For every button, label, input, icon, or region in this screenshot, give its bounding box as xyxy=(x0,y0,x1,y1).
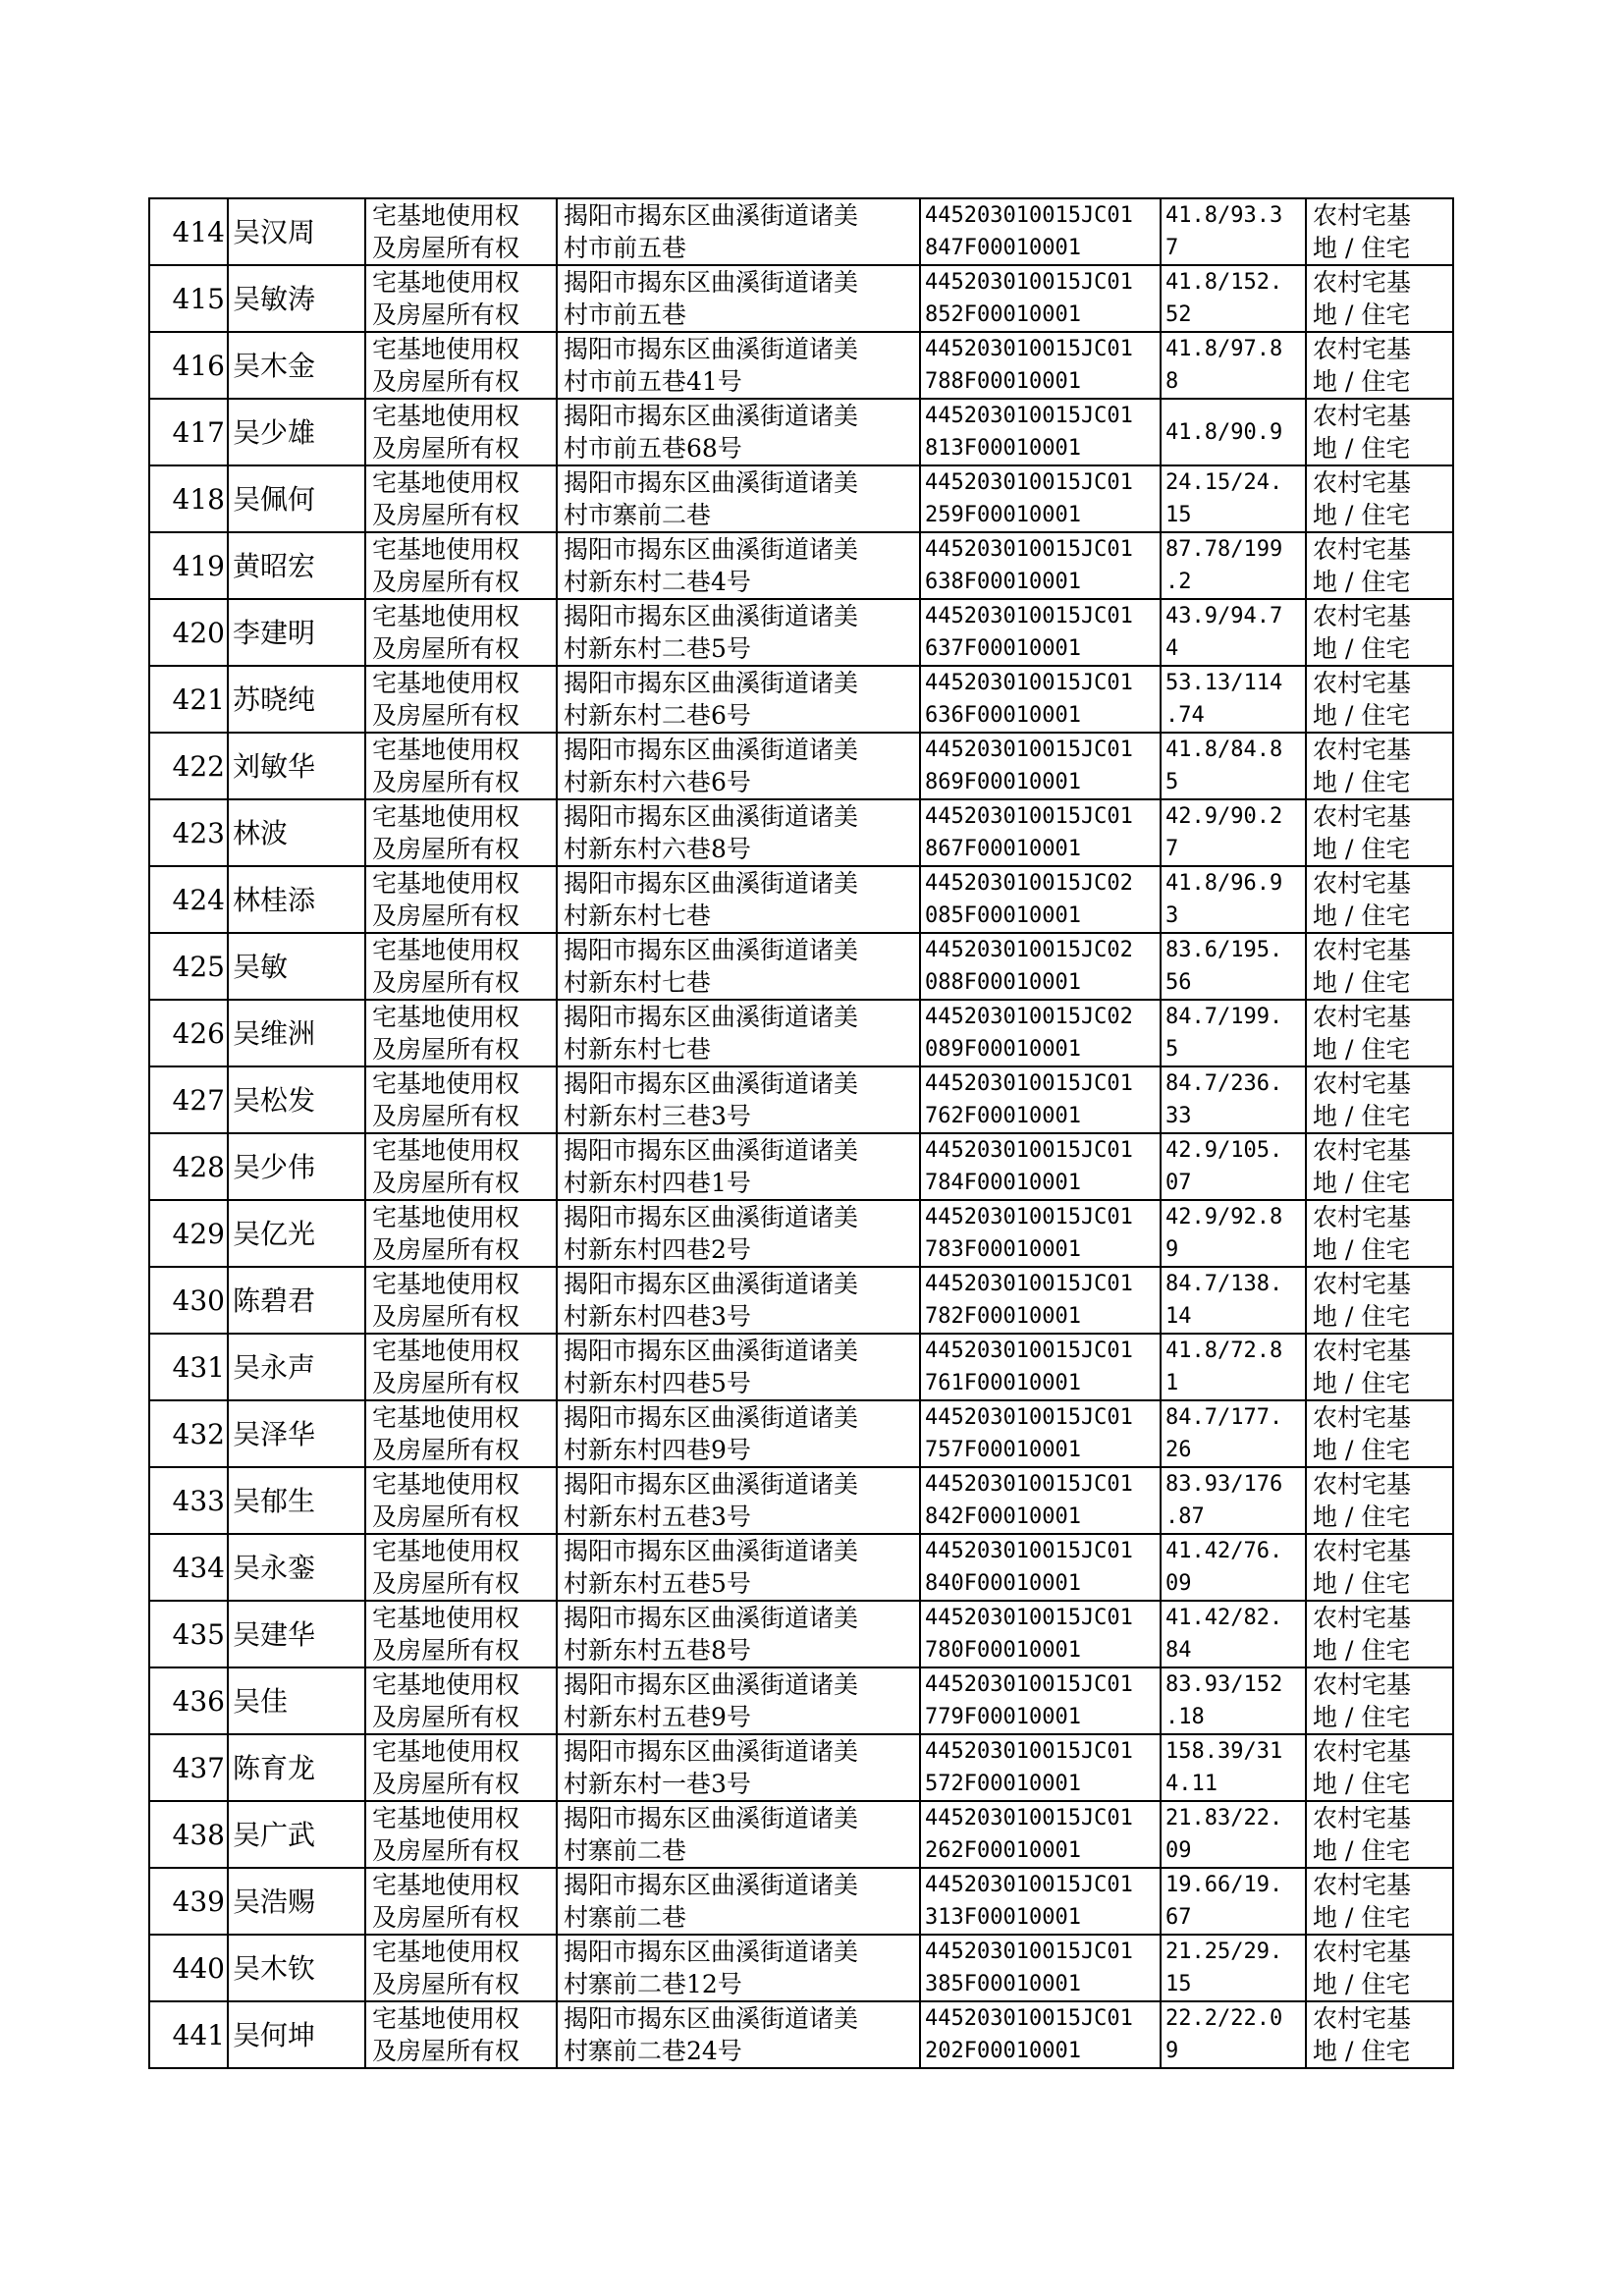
record-number-cell: 436 xyxy=(149,1667,228,1734)
unit-code-cell: 445203010015JC01 762F00010001 xyxy=(920,1066,1161,1133)
table-row xyxy=(149,599,1453,666)
address-cell: 揭阳市揭东区曲溪街道诸美 村市前五巷41号 xyxy=(557,332,920,399)
address-cell: 揭阳市揭东区曲溪街道诸美 村新东村五巷3号 xyxy=(557,1467,920,1534)
record-number-cell: 428 xyxy=(149,1133,228,1200)
owner-name-cell: 吴佳 xyxy=(228,1667,365,1734)
address-cell: 揭阳市揭东区曲溪街道诸美 村新东村五巷5号 xyxy=(557,1534,920,1601)
record-number-cell: 424 xyxy=(149,866,228,933)
address-cell: 揭阳市揭东区曲溪街道诸美 村新东村二巷6号 xyxy=(557,666,920,733)
area-cell: 84.7/199. 5 xyxy=(1161,1000,1306,1066)
unit-code-cell: 445203010015JC01 779F00010001 xyxy=(920,1667,1161,1734)
land-use-cell: 农村宅基 地 / 住宅 xyxy=(1306,1400,1453,1467)
address-cell: 揭阳市揭东区曲溪街道诸美 村寨前二巷24号 xyxy=(557,2001,920,2068)
table-row xyxy=(149,666,1453,733)
right-type-cell: 宅基地使用权 及房屋所有权 xyxy=(365,1534,557,1601)
record-number-cell: 440 xyxy=(149,1935,228,2001)
area-cell: 19.66/19. 67 xyxy=(1161,1868,1306,1935)
table-row xyxy=(149,399,1453,465)
address-cell: 揭阳市揭东区曲溪街道诸美 村新东村七巷 xyxy=(557,1000,920,1066)
land-use-cell: 农村宅基 地 / 住宅 xyxy=(1306,599,1453,666)
land-use-cell: 农村宅基 地 / 住宅 xyxy=(1306,1935,1453,2001)
land-use-cell: 农村宅基 地 / 住宅 xyxy=(1306,733,1453,799)
land-use-cell: 农村宅基 地 / 住宅 xyxy=(1306,799,1453,866)
area-cell: 21.25/29. 15 xyxy=(1161,1935,1306,2001)
land-use-cell: 农村宅基 地 / 住宅 xyxy=(1306,1801,1453,1868)
owner-name-cell: 吴广武 xyxy=(228,1801,365,1868)
owner-name-cell: 吴浩赐 xyxy=(228,1868,365,1935)
area-cell: 53.13/114 .74 xyxy=(1161,666,1306,733)
area-cell: 24.15/24. 15 xyxy=(1161,465,1306,532)
right-type-cell: 宅基地使用权 及房屋所有权 xyxy=(365,1267,557,1334)
area-cell: 42.9/105. 07 xyxy=(1161,1133,1306,1200)
owner-name-cell: 吴松发 xyxy=(228,1066,365,1133)
record-number-cell: 438 xyxy=(149,1801,228,1868)
table-row xyxy=(149,1534,1453,1601)
table-row xyxy=(149,1801,1453,1868)
land-use-cell: 农村宅基 地 / 住宅 xyxy=(1306,198,1453,265)
record-number-cell: 423 xyxy=(149,799,228,866)
right-type-cell: 宅基地使用权 及房屋所有权 xyxy=(365,2001,557,2068)
table-row xyxy=(149,1200,1453,1267)
record-number-cell: 432 xyxy=(149,1400,228,1467)
land-use-cell: 农村宅基 地 / 住宅 xyxy=(1306,666,1453,733)
area-cell: 83.6/195. 56 xyxy=(1161,933,1306,1000)
owner-name-cell: 刘敏华 xyxy=(228,733,365,799)
land-use-cell: 农村宅基 地 / 住宅 xyxy=(1306,1868,1453,1935)
address-cell: 揭阳市揭东区曲溪街道诸美 村市前五巷 xyxy=(557,265,920,332)
area-cell: 42.9/92.8 9 xyxy=(1161,1200,1306,1267)
table-row xyxy=(149,1000,1453,1066)
table-row xyxy=(149,1467,1453,1534)
area-cell: 43.9/94.7 4 xyxy=(1161,599,1306,666)
unit-code-cell: 445203010015JC01 840F00010001 xyxy=(920,1534,1161,1601)
owner-name-cell: 李建明 xyxy=(228,599,365,666)
table-row xyxy=(149,799,1453,866)
unit-code-cell: 445203010015JC01 637F00010001 xyxy=(920,599,1161,666)
area-cell: 83.93/152 .18 xyxy=(1161,1667,1306,1734)
address-cell: 揭阳市揭东区曲溪街道诸美 村新东村二巷5号 xyxy=(557,599,920,666)
table-row xyxy=(149,1133,1453,1200)
owner-name-cell: 吴建华 xyxy=(228,1601,365,1667)
land-use-cell: 农村宅基 地 / 住宅 xyxy=(1306,1467,1453,1534)
owner-name-cell: 吴永声 xyxy=(228,1334,365,1400)
record-number-cell: 422 xyxy=(149,733,228,799)
address-cell: 揭阳市揭东区曲溪街道诸美 村新东村四巷5号 xyxy=(557,1334,920,1400)
land-use-cell: 农村宅基 地 / 住宅 xyxy=(1306,465,1453,532)
table-row xyxy=(149,1066,1453,1133)
record-number-cell: 421 xyxy=(149,666,228,733)
owner-name-cell: 苏晓纯 xyxy=(228,666,365,733)
area-cell: 87.78/199 .2 xyxy=(1161,532,1306,599)
right-type-cell: 宅基地使用权 及房屋所有权 xyxy=(365,1200,557,1267)
right-type-cell: 宅基地使用权 及房屋所有权 xyxy=(365,1400,557,1467)
owner-name-cell: 吴汉周 xyxy=(228,198,365,265)
land-use-cell: 农村宅基 地 / 住宅 xyxy=(1306,532,1453,599)
right-type-cell: 宅基地使用权 及房屋所有权 xyxy=(365,733,557,799)
address-cell: 揭阳市揭东区曲溪街道诸美 村市前五巷 xyxy=(557,198,920,265)
address-cell: 揭阳市揭东区曲溪街道诸美 村新东村四巷2号 xyxy=(557,1200,920,1267)
area-cell: 41.42/82. 84 xyxy=(1161,1601,1306,1667)
address-cell: 揭阳市揭东区曲溪街道诸美 村新东村六巷8号 xyxy=(557,799,920,866)
owner-name-cell: 吴佩何 xyxy=(228,465,365,532)
address-cell: 揭阳市揭东区曲溪街道诸美 村新东村四巷3号 xyxy=(557,1267,920,1334)
owner-name-cell: 黄昭宏 xyxy=(228,532,365,599)
unit-code-cell: 445203010015JC01 761F00010001 xyxy=(920,1334,1161,1400)
record-number-cell: 419 xyxy=(149,532,228,599)
area-cell: 41.8/72.8 1 xyxy=(1161,1334,1306,1400)
table-row xyxy=(149,1868,1453,1935)
address-cell: 揭阳市揭东区曲溪街道诸美 村新东村三巷3号 xyxy=(557,1066,920,1133)
property-register-table xyxy=(148,197,1454,2069)
land-use-cell: 农村宅基 地 / 住宅 xyxy=(1306,1734,1453,1801)
record-number-cell: 425 xyxy=(149,933,228,1000)
address-cell: 揭阳市揭东区曲溪街道诸美 村寨前二巷12号 xyxy=(557,1935,920,2001)
right-type-cell: 宅基地使用权 及房屋所有权 xyxy=(365,1601,557,1667)
owner-name-cell: 吴敏涛 xyxy=(228,265,365,332)
owner-name-cell: 吴永銮 xyxy=(228,1534,365,1601)
land-use-cell: 农村宅基 地 / 住宅 xyxy=(1306,399,1453,465)
record-number-cell: 426 xyxy=(149,1000,228,1066)
record-number-cell: 417 xyxy=(149,399,228,465)
land-use-cell: 农村宅基 地 / 住宅 xyxy=(1306,1133,1453,1200)
unit-code-cell: 445203010015JC01 842F00010001 xyxy=(920,1467,1161,1534)
record-number-cell: 418 xyxy=(149,465,228,532)
owner-name-cell: 吴敏 xyxy=(228,933,365,1000)
right-type-cell: 宅基地使用权 及房屋所有权 xyxy=(365,1801,557,1868)
right-type-cell: 宅基地使用权 及房屋所有权 xyxy=(365,1066,557,1133)
area-cell: 42.9/90.2 7 xyxy=(1161,799,1306,866)
land-use-cell: 农村宅基 地 / 住宅 xyxy=(1306,1334,1453,1400)
table-row xyxy=(149,933,1453,1000)
right-type-cell: 宅基地使用权 及房屋所有权 xyxy=(365,399,557,465)
record-number-cell: 430 xyxy=(149,1267,228,1334)
unit-code-cell: 445203010015JC02 085F00010001 xyxy=(920,866,1161,933)
address-cell: 揭阳市揭东区曲溪街道诸美 村新东村五巷8号 xyxy=(557,1601,920,1667)
right-type-cell: 宅基地使用权 及房屋所有权 xyxy=(365,599,557,666)
land-use-cell: 农村宅基 地 / 住宅 xyxy=(1306,933,1453,1000)
table-row xyxy=(149,1734,1453,1801)
right-type-cell: 宅基地使用权 及房屋所有权 xyxy=(365,1133,557,1200)
unit-code-cell: 445203010015JC01 638F00010001 xyxy=(920,532,1161,599)
unit-code-cell: 445203010015JC01 262F00010001 xyxy=(920,1801,1161,1868)
record-number-cell: 431 xyxy=(149,1334,228,1400)
unit-code-cell: 445203010015JC01 847F00010001 xyxy=(920,198,1161,265)
table-row xyxy=(149,2001,1453,2068)
address-cell: 揭阳市揭东区曲溪街道诸美 村新东村七巷 xyxy=(557,866,920,933)
land-use-cell: 农村宅基 地 / 住宅 xyxy=(1306,1601,1453,1667)
right-type-cell: 宅基地使用权 及房屋所有权 xyxy=(365,799,557,866)
land-use-cell: 农村宅基 地 / 住宅 xyxy=(1306,2001,1453,2068)
unit-code-cell: 445203010015JC01 780F00010001 xyxy=(920,1601,1161,1667)
unit-code-cell: 445203010015JC01 782F00010001 xyxy=(920,1267,1161,1334)
record-number-cell: 414 xyxy=(149,198,228,265)
unit-code-cell: 445203010015JC01 788F00010001 xyxy=(920,332,1161,399)
unit-code-cell: 445203010015JC01 852F00010001 xyxy=(920,265,1161,332)
table-row xyxy=(149,866,1453,933)
table-row xyxy=(149,532,1453,599)
right-type-cell: 宅基地使用权 及房屋所有权 xyxy=(365,1000,557,1066)
address-cell: 揭阳市揭东区曲溪街道诸美 村新东村二巷4号 xyxy=(557,532,920,599)
right-type-cell: 宅基地使用权 及房屋所有权 xyxy=(365,1868,557,1935)
right-type-cell: 宅基地使用权 及房屋所有权 xyxy=(365,332,557,399)
right-type-cell: 宅基地使用权 及房屋所有权 xyxy=(365,1467,557,1534)
right-type-cell: 宅基地使用权 及房屋所有权 xyxy=(365,532,557,599)
record-number-cell: 434 xyxy=(149,1534,228,1601)
unit-code-cell: 445203010015JC01 813F00010001 xyxy=(920,399,1161,465)
area-cell: 41.8/93.3 7 xyxy=(1161,198,1306,265)
owner-name-cell: 吴维洲 xyxy=(228,1000,365,1066)
record-number-cell: 433 xyxy=(149,1467,228,1534)
record-number-cell: 415 xyxy=(149,265,228,332)
address-cell: 揭阳市揭东区曲溪街道诸美 村新东村七巷 xyxy=(557,933,920,1000)
right-type-cell: 宅基地使用权 及房屋所有权 xyxy=(365,465,557,532)
unit-code-cell: 445203010015JC01 784F00010001 xyxy=(920,1133,1161,1200)
area-cell: 21.83/22. 09 xyxy=(1161,1801,1306,1868)
table-row xyxy=(149,1334,1453,1400)
table-row xyxy=(149,1667,1453,1734)
area-cell: 41.8/97.8 8 xyxy=(1161,332,1306,399)
record-number-cell: 416 xyxy=(149,332,228,399)
unit-code-cell: 445203010015JC01 202F00010001 xyxy=(920,2001,1161,2068)
table-row xyxy=(149,733,1453,799)
area-cell: 84.7/236. 33 xyxy=(1161,1066,1306,1133)
record-number-cell: 437 xyxy=(149,1734,228,1801)
address-cell: 揭阳市揭东区曲溪街道诸美 村寨前二巷 xyxy=(557,1868,920,1935)
right-type-cell: 宅基地使用权 及房屋所有权 xyxy=(365,198,557,265)
table-row xyxy=(149,465,1453,532)
table-row xyxy=(149,1601,1453,1667)
owner-name-cell: 陈碧君 xyxy=(228,1267,365,1334)
area-cell: 41.42/76. 09 xyxy=(1161,1534,1306,1601)
unit-code-cell: 445203010015JC01 867F00010001 xyxy=(920,799,1161,866)
address-cell: 揭阳市揭东区曲溪街道诸美 村新东村四巷9号 xyxy=(557,1400,920,1467)
land-use-cell: 农村宅基 地 / 住宅 xyxy=(1306,1534,1453,1601)
owner-name-cell: 吴少雄 xyxy=(228,399,365,465)
owner-name-cell: 吴亿光 xyxy=(228,1200,365,1267)
land-use-cell: 农村宅基 地 / 住宅 xyxy=(1306,1267,1453,1334)
right-type-cell: 宅基地使用权 及房屋所有权 xyxy=(365,933,557,1000)
right-type-cell: 宅基地使用权 及房屋所有权 xyxy=(365,666,557,733)
area-cell: 41.8/96.9 3 xyxy=(1161,866,1306,933)
owner-name-cell: 陈育龙 xyxy=(228,1734,365,1801)
table-body xyxy=(149,198,1453,2068)
address-cell: 揭阳市揭东区曲溪街道诸美 村新东村四巷1号 xyxy=(557,1133,920,1200)
table-row xyxy=(149,1267,1453,1334)
right-type-cell: 宅基地使用权 及房屋所有权 xyxy=(365,1734,557,1801)
record-number-cell: 427 xyxy=(149,1066,228,1133)
area-cell: 41.8/152. 52 xyxy=(1161,265,1306,332)
area-cell: 84.7/177. 26 xyxy=(1161,1400,1306,1467)
right-type-cell: 宅基地使用权 及房屋所有权 xyxy=(365,1935,557,2001)
land-use-cell: 农村宅基 地 / 住宅 xyxy=(1306,1000,1453,1066)
address-cell: 揭阳市揭东区曲溪街道诸美 村市前五巷68号 xyxy=(557,399,920,465)
right-type-cell: 宅基地使用权 及房屋所有权 xyxy=(365,1334,557,1400)
unit-code-cell: 445203010015JC01 783F00010001 xyxy=(920,1200,1161,1267)
unit-code-cell: 445203010015JC02 089F00010001 xyxy=(920,1000,1161,1066)
address-cell: 揭阳市揭东区曲溪街道诸美 村寨前二巷 xyxy=(557,1801,920,1868)
address-cell: 揭阳市揭东区曲溪街道诸美 村市寨前二巷 xyxy=(557,465,920,532)
area-cell: 22.2/22.0 9 xyxy=(1161,2001,1306,2068)
land-use-cell: 农村宅基 地 / 住宅 xyxy=(1306,1066,1453,1133)
land-use-cell: 农村宅基 地 / 住宅 xyxy=(1306,1200,1453,1267)
owner-name-cell: 吴泽华 xyxy=(228,1400,365,1467)
area-cell: 158.39/31 4.11 xyxy=(1161,1734,1306,1801)
unit-code-cell: 445203010015JC01 385F00010001 xyxy=(920,1935,1161,2001)
land-use-cell: 农村宅基 地 / 住宅 xyxy=(1306,265,1453,332)
land-use-cell: 农村宅基 地 / 住宅 xyxy=(1306,1667,1453,1734)
area-cell: 83.93/176 .87 xyxy=(1161,1467,1306,1534)
unit-code-cell: 445203010015JC02 088F00010001 xyxy=(920,933,1161,1000)
area-cell: 84.7/138. 14 xyxy=(1161,1267,1306,1334)
record-number-cell: 439 xyxy=(149,1868,228,1935)
table-row xyxy=(149,198,1453,265)
address-cell: 揭阳市揭东区曲溪街道诸美 村新东村一巷3号 xyxy=(557,1734,920,1801)
unit-code-cell: 445203010015JC01 313F00010001 xyxy=(920,1868,1161,1935)
land-use-cell: 农村宅基 地 / 住宅 xyxy=(1306,332,1453,399)
record-number-cell: 420 xyxy=(149,599,228,666)
table-row xyxy=(149,1935,1453,2001)
table-row xyxy=(149,332,1453,399)
right-type-cell: 宅基地使用权 及房屋所有权 xyxy=(365,265,557,332)
area-cell: 41.8/90.9 xyxy=(1161,399,1306,465)
record-number-cell: 435 xyxy=(149,1601,228,1667)
unit-code-cell: 445203010015JC01 757F00010001 xyxy=(920,1400,1161,1467)
owner-name-cell: 吴何坤 xyxy=(228,2001,365,2068)
owner-name-cell: 林波 xyxy=(228,799,365,866)
owner-name-cell: 吴木钦 xyxy=(228,1935,365,2001)
record-number-cell: 429 xyxy=(149,1200,228,1267)
table-row xyxy=(149,265,1453,332)
address-cell: 揭阳市揭东区曲溪街道诸美 村新东村六巷6号 xyxy=(557,733,920,799)
right-type-cell: 宅基地使用权 及房屋所有权 xyxy=(365,866,557,933)
unit-code-cell: 445203010015JC01 869F00010001 xyxy=(920,733,1161,799)
unit-code-cell: 445203010015JC01 259F00010001 xyxy=(920,465,1161,532)
right-type-cell: 宅基地使用权 及房屋所有权 xyxy=(365,1667,557,1734)
table-row xyxy=(149,1400,1453,1467)
unit-code-cell: 445203010015JC01 636F00010001 xyxy=(920,666,1161,733)
owner-name-cell: 林桂添 xyxy=(228,866,365,933)
owner-name-cell: 吴少伟 xyxy=(228,1133,365,1200)
record-number-cell: 441 xyxy=(149,2001,228,2068)
unit-code-cell: 445203010015JC01 572F00010001 xyxy=(920,1734,1161,1801)
owner-name-cell: 吴木金 xyxy=(228,332,365,399)
address-cell: 揭阳市揭东区曲溪街道诸美 村新东村五巷9号 xyxy=(557,1667,920,1734)
land-use-cell: 农村宅基 地 / 住宅 xyxy=(1306,866,1453,933)
area-cell: 41.8/84.8 5 xyxy=(1161,733,1306,799)
owner-name-cell: 吴郁生 xyxy=(228,1467,365,1534)
